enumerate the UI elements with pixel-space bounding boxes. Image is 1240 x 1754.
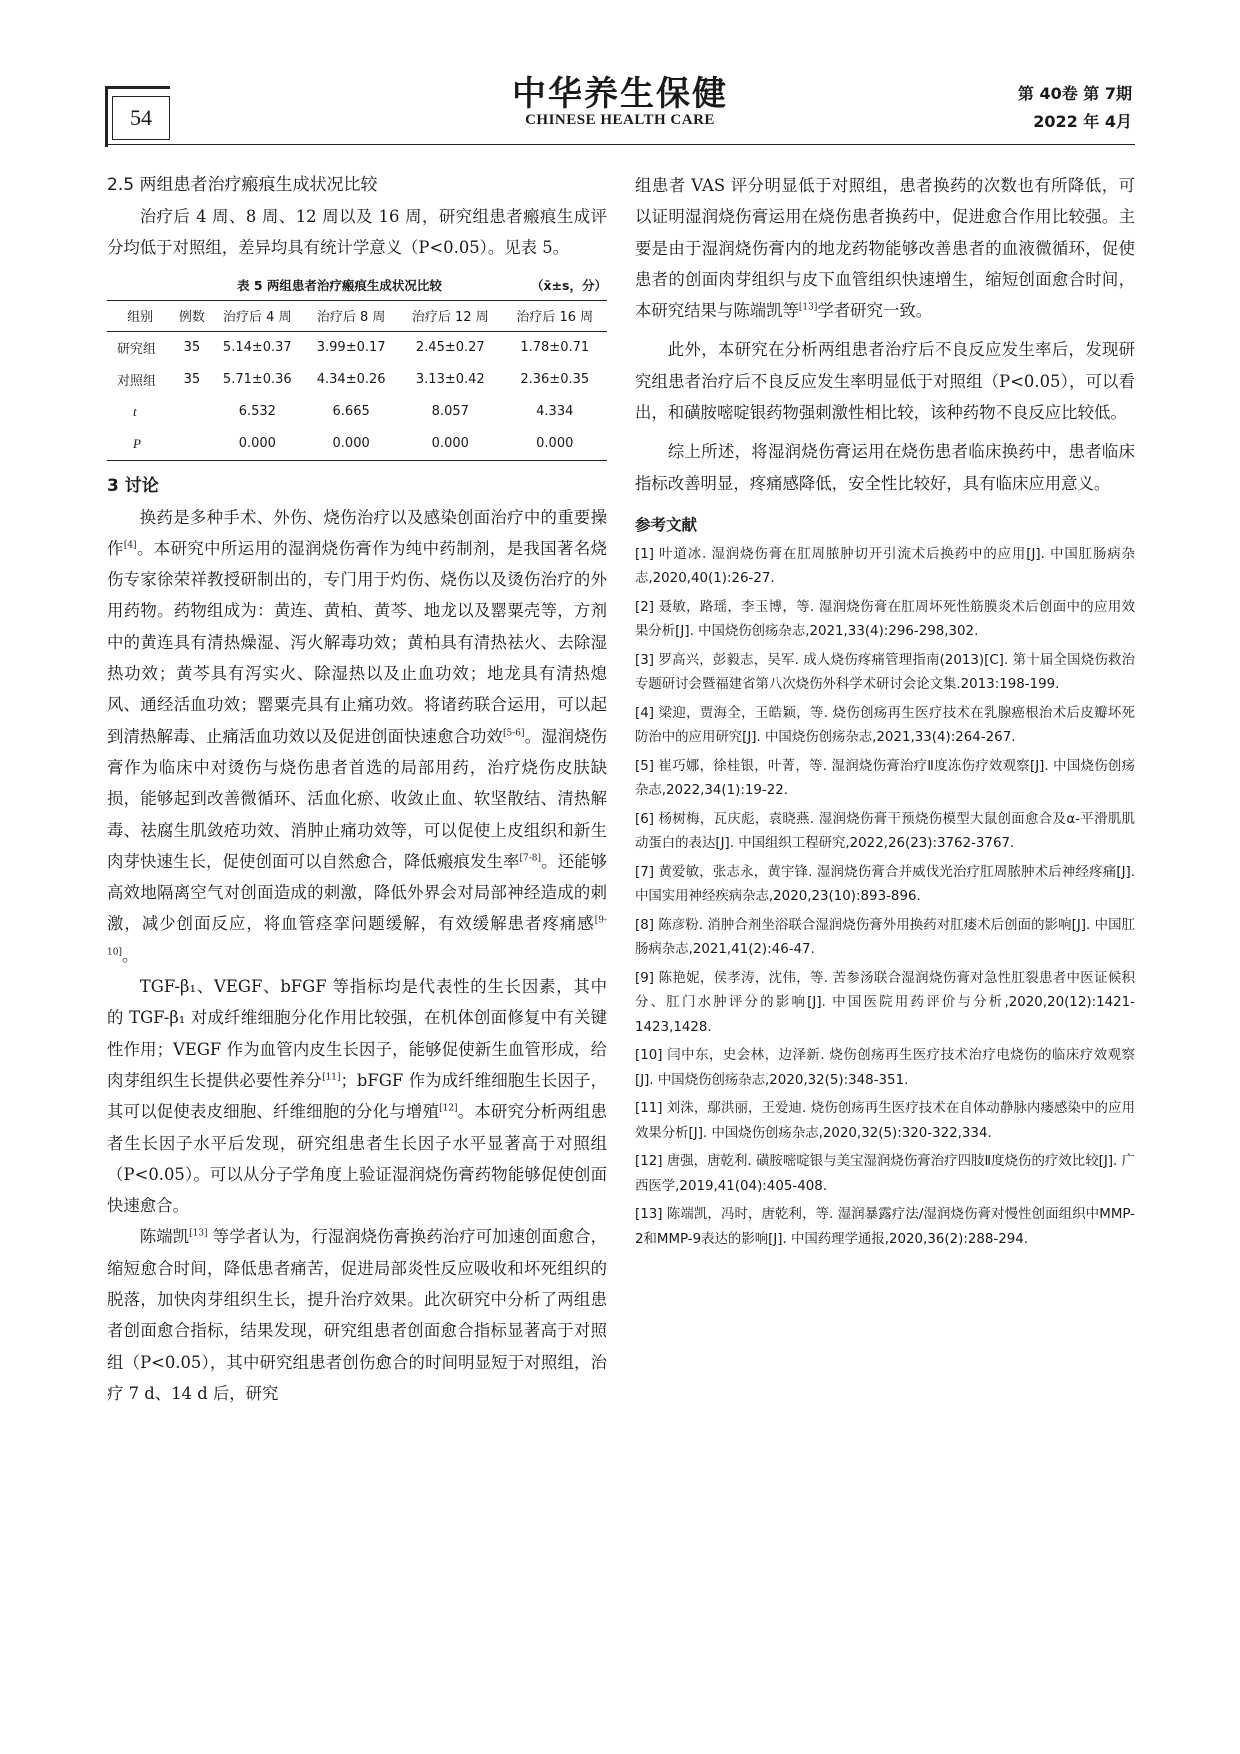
table-cell: 3.99±0.17 — [316, 340, 386, 356]
section-2-5-paragraph: 治疗后 4 周、8 周、12 周以及 16 周，研究组患者瘢痕生成评分均低于对照组，差异均具有统计学意义（P<0.05）。见表 5。 — [107, 207, 607, 258]
references-title: 参考文献 — [635, 515, 698, 534]
table-cell: 5.14±0.37 — [222, 340, 292, 356]
table-header-cell: 组别 — [107, 300, 173, 331]
citation: [5-6] — [503, 728, 525, 739]
table-cell: 研究组 — [117, 342, 157, 358]
text-run: 。还能够高效地隔离空气对创面造成的刺激，降低外界会对局部神经造成的刺激，减少创面反应，将血管痉挛问题缓解，有效缓解患者疼痛感 — [107, 851, 608, 934]
text-run: 学者研究一致。 — [817, 301, 933, 321]
reference-item: [7] 黄爱敏，张志永，黄宇锋. 湿润烧伤膏合并威伐光治疗肛周脓肿术后神经疼痛[J]. 中国实用神经疾病杂志,2020,23(10):893-896. — [635, 864, 1135, 905]
table-unit: （x̄±s，分） — [531, 277, 607, 293]
header-rule — [105, 144, 1135, 145]
volume-issue: 第 40卷 第 7期 — [1017, 84, 1132, 103]
left-column — [107, 170, 607, 1409]
table-cell: t — [133, 403, 137, 419]
table-cell: 35 — [183, 372, 201, 388]
journal-title-en: CHINESE HEALTH CARE — [525, 112, 715, 128]
reference-item: [11] 刘洙，鄢洪丽，王爱迪. 烧伤创疡再生医疗技术在自体动静脉内瘘感染中的应用效果分析[J]. 中国烧伤创疡杂志,2020,32(5):320-322,334. — [635, 1101, 1135, 1141]
table-caption — [107, 276, 607, 294]
discussion-paragraph-2 — [107, 971, 607, 1221]
text-run: 等学者认为，行湿润烧伤膏换药治疗可加速创面愈合，缩短愈合时间，降低患者痛苦，促进局部炎性反应吸收和坏死组织的脱落，加快肉芽组织生长，提升治疗效果。此次研究中分析了两组患者创面愈合指标，结果发现，研究组患者创面愈合指标显著高于对照组（P<0.05），其中研究组患者创伤愈合的时间明显短于对照组，治疗 7 d、14 d 后，研究 — [107, 1227, 607, 1403]
text-run: TGF-β₁、VEGF、bFGF 等指标均是代表性的生长因素，其中的 TGF-β₁ 对成纤维细胞分化作用比较强，在机体创面修复中有关键性作用；VEGF 作为血管内皮生长因子，能够促使新生血管形成，给肉芽组织生长提供必要性养分 — [107, 977, 607, 1090]
table-header-cell: 例数 — [173, 300, 210, 331]
table-cell: 4.334 — [536, 404, 574, 420]
text-run: 。本研究中所运用的湿润烧伤膏作为纯中药制剂，是我国著名烧伤专家徐荣祥教授研制出的，专门用于灼伤、烧伤以及烫伤治疗的外用药物。药物组成为：黄连、黄柏、黄芩、地龙以及罂粟壳等，方剂中的黄连具有清热燥湿、泻火解毒功效；黄柏具有清热祛火、去除湿热功效；黄芩具有泻实火、除湿热以及止血功效；地龙具有清热熄风、通经活血功效；罂粟壳具有止痛功效。将诸药联合运用，可以起到清热解毒、止痛活血功效以及促进创面快速愈合功效 — [107, 538, 608, 746]
reference-item: [9] 陈艳妮，侯孝涛，沈伟，等. 苦参汤联合湿润烧伤膏对急性肛裂患者中医证候积分、肛门水肿评分的影响[J]. 中国医院用药评价与分析,2020,20(12):1421-1423,1428. — [635, 970, 1135, 1035]
results-table — [107, 300, 607, 461]
table-header-cell: 治疗后 16 周 — [503, 300, 607, 331]
citation: [4] — [123, 540, 137, 551]
citation: [13] — [798, 302, 818, 313]
table-cell — [173, 428, 210, 461]
text-run: 换药是多种手术、外伤、烧伤治疗以及感染创面治疗中的重要操作 — [107, 507, 607, 558]
table-cell: 0.000 — [503, 428, 607, 461]
text-run: 。湿润烧伤膏作为临床中对烫伤与烧伤患者首选的局部用药，治疗烧伤皮肤缺损，能够起到改善微循环、活血化瘀、收敛止血、软坚散结、清热解毒、祛腐生肌敛疮功效、消肿止痛功效等，可以促使上皮组织和新生肉芽快速生长，促使创面可以自然愈合，降低瘢痕发生率 — [107, 726, 608, 871]
table-header-cell: 治疗后 8 周 — [304, 300, 398, 331]
issue-info — [1018, 80, 1132, 136]
journal-title-cn: 中华养生保健 — [512, 74, 728, 114]
table-cell: 1.78±0.71 — [520, 340, 590, 356]
table-row — [107, 396, 607, 428]
table-cell: 3.13±0.42 — [415, 372, 485, 388]
table-header-cell: 治疗后 12 周 — [398, 300, 502, 331]
text-run: 。 — [121, 945, 139, 965]
reference-item: [12] 唐强，唐乾利. 磺胺嘧啶银与美宝湿润烧伤膏治疗四肢Ⅱ度烧伤的疗效比较[J]. 广西医学,2019,41(04):405-408. — [635, 1154, 1135, 1194]
discussion-paragraph-4 — [635, 170, 1135, 326]
citation: [7-8] — [519, 853, 542, 864]
section-2-5-title: 2.5 两组患者治疗瘢痕生成状况比较 — [107, 175, 378, 195]
reference-item: [3] 罗高兴，彭毅志，吴军. 成人烧伤疼痛管理指南(2013)[C]. 第十届全国烧伤救治专题研讨会暨福建省第八次烧伤外科学术研讨会论文集.2013:198-199. — [635, 652, 1135, 693]
reference-item: [2] 聂敏，路瑶，李玉博，等. 湿润烧伤膏在肛周坏死性筋膜炎术后创面中的应用效果分析[J]. 中国烧伤创疡杂志,2021,33(4):296-298,302. — [635, 599, 1135, 640]
issue-date: 2022 年 4月 — [1033, 112, 1132, 131]
references-list — [635, 543, 1135, 1253]
table-cell: 5.71±0.36 — [222, 372, 292, 388]
citation: [12] — [439, 1103, 458, 1114]
discussion-paragraph-5: 此外，本研究在分析两组患者治疗后不良反应发生率后，发现研究组患者治疗后不良反应发生率明显低于对照组（P<0.05），可以看出，和磺胺嘧啶银药物强刺激性相比较，该种药物不良反应比较低。 — [635, 340, 1135, 423]
reference-item: [1] 叶道冰. 湿润烧伤膏在肛周脓肿切开引流术后换药中的应用[J]. 中国肛肠病杂志,2020,40(1):26-27. — [635, 546, 1135, 587]
citation: [11] — [322, 1072, 341, 1083]
table-cell: 35 — [183, 340, 201, 356]
table-row — [107, 331, 607, 364]
table-cell: 6.665 — [332, 404, 370, 420]
table-cell: 2.45±0.27 — [415, 340, 485, 356]
table-cell — [173, 396, 210, 428]
table-cell: 0.000 — [210, 428, 304, 461]
table-cell: P — [107, 428, 173, 461]
discussion-paragraph-3 — [107, 1221, 607, 1409]
page-number: 54 — [112, 96, 170, 140]
table-cell: 8.057 — [431, 404, 469, 420]
discussion-paragraph-6: 综上所述，将湿润烧伤膏运用在烧伤患者临床换药中，患者临床指标改善明显，疼痛感降低，安全性比较好，具有临床应用意义。 — [635, 442, 1135, 493]
right-column — [635, 170, 1135, 1256]
reference-item: [13] 陈端凯，冯时，唐乾利，等. 湿润暴露疗法/湿润烧伤膏对慢性创面组织中MMP-2和MMP-9表达的影响[J]. 中国药理学通报,2020,36(2):288-294. — [635, 1207, 1135, 1247]
table-row — [107, 364, 607, 396]
reference-item: [4] 梁迎，贾海全，王皓颖，等. 烧伤创疡再生医疗技术在乳腺癌根治术后皮瓣坏死防治中的应用研究[J]. 中国烧伤创疡杂志,2021,33(4):264-267. — [635, 705, 1135, 746]
reference-item: [6] 杨树梅，瓦庆彪，袁晓燕. 湿润烧伤膏干预烧伤模型大鼠创面愈合及α-平滑肌肌动蛋白的表达[J]. 中国组织工程研究,2022,26(23):3762-3767. — [635, 811, 1135, 852]
table-cell: 对照组 — [117, 374, 157, 390]
citation: [13] — [189, 1228, 208, 1239]
table-row — [107, 428, 607, 461]
reference-item: [8] 陈彦粉. 消肿合剂坐浴联合湿润烧伤膏外用换药对肛瘘术后创面的影响[J]. 中国肛肠病杂志,2021,41(2):46-47. — [635, 917, 1135, 958]
citation: [9-10] — [107, 915, 607, 958]
reference-item: [10] 闫中东，史会林，边泽新. 烧伤创疡再生医疗技术治疗电烧伤的临床疗效观察[J]. 中国烧伤创疡杂志,2020,32(5):348-351. — [635, 1048, 1135, 1088]
table-header-row — [107, 300, 607, 331]
table-cell: 4.34±0.26 — [316, 372, 386, 388]
discussion-paragraph-1 — [107, 502, 607, 971]
table-cell: 6.532 — [238, 404, 276, 420]
section-3-title: 3 讨论 — [107, 475, 159, 496]
table-cell: 0.000 — [304, 428, 398, 461]
table-cell: 0.000 — [398, 428, 502, 461]
text-run: 。本研究分析两组患者生长因子水平后发现，研究组患者生长因子水平显著高于对照组（P<0.05）。可以从分子学角度上验证湿润烧伤膏药物能够促使创面快速愈合。 — [107, 1102, 608, 1216]
text-run: 陈端凯 — [139, 1227, 190, 1247]
text-run: 组患者 VAS 评分明显低于对照组，患者换药的次数也有所降低，可以证明湿润烧伤膏运用在烧伤患者换药中，促进愈合作用比较强。主要是由于湿润烧伤膏内的地龙药物能够改善患者的血液微循环，促使患者的创面肉芽组织与皮下血管组织快速增生，缩短创面愈合时间，本研究结果与陈端凯等 — [635, 176, 1135, 321]
reference-item: [5] 崔巧娜，徐桂银，叶菁，等. 湿润烧伤膏治疗Ⅱ度冻伤疗效观察[J]. 中国烧伤创疡杂志,2022,34(1):19-22. — [635, 758, 1135, 799]
table-header-cell: 治疗后 4 周 — [210, 300, 304, 331]
table-title: 表 5 两组患者治疗瘢痕生成状况比较 — [237, 277, 442, 293]
table-cell: 2.36±0.35 — [520, 372, 590, 388]
text-run: ；bFGF 作为成纤维细胞生长因子，其可以促使表皮细胞、纤维细胞的分化与增殖 — [107, 1070, 607, 1122]
